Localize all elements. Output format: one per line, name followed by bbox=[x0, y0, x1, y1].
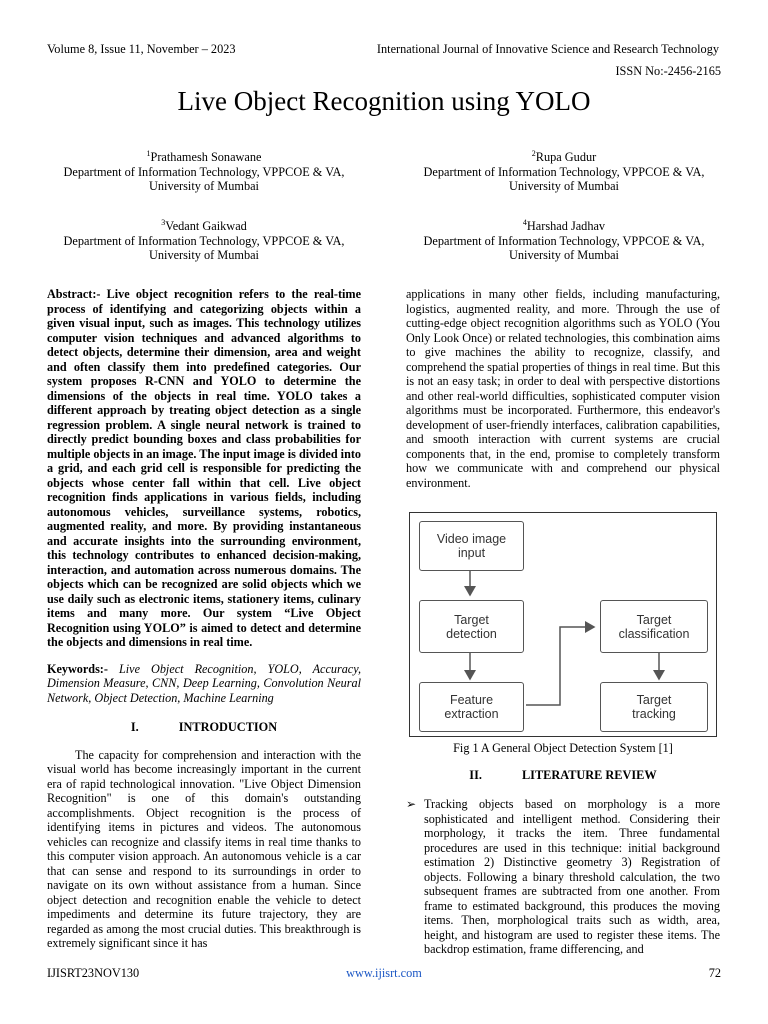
author-univ: University of Mumbai bbox=[509, 248, 619, 263]
author-dept: Department of Information Technology, VPPCOE & VA, bbox=[423, 233, 705, 248]
author-name: Vedant Gaikwad bbox=[165, 219, 247, 234]
author-dept: Department of Information Technology, VPPCOE & VA, bbox=[63, 233, 345, 248]
header-issn: ISSN No:-2456-2165 bbox=[615, 64, 721, 78]
author-name: Rupa Gudur bbox=[535, 150, 597, 165]
figure-caption: Fig 1 A General Object Detection System [1] bbox=[453, 741, 673, 755]
box-video-image-input: Video image input bbox=[419, 521, 524, 571]
footer-url-link[interactable]: www.ijisrt.com bbox=[346, 966, 422, 980]
footer-code: IJISRT23NOV130 bbox=[47, 966, 140, 980]
figure-object-detection bbox=[409, 512, 717, 737]
header-volume: Volume 8, Issue 11, November – 2023 bbox=[47, 42, 236, 56]
box-feature-extraction: Feature extraction bbox=[419, 682, 524, 732]
author-sup: 3 bbox=[161, 218, 166, 227]
author-univ: University of Mumbai bbox=[509, 179, 619, 194]
author-univ: University of Mumbai bbox=[149, 248, 259, 263]
keywords-text: Live Object Recognition, YOLO, Accuracy, Dimension Measure, CNN, Deep Learning, Convolution Neural Network, Object Detection, Machine Learning bbox=[47, 661, 362, 705]
right-paragraph: applications in many other fields, including manufacturing, logistics, augmented reality, and more. Through the use of cutting-edge object recognition algorithms such as YOLO (You Only Look Once) or related technologies, this combination aims to give machines the ability to recognize, classify, and comprehend the spatial properties of things in real time. But this is not an easy task; in order to deal with perspective distortions and other real-world difficulties, sophisticated computer vision algorithms must be incorporated. Furthermore, this endeavor's development of user-friendly interfaces, calibration capabilities, and smooth interaction with current systems are crucial components that, in the end, promise to completely transform how we communicate with and comprehend our physical environment. bbox=[406, 287, 720, 490]
author-block-1 bbox=[44, 147, 364, 194]
right-column bbox=[406, 287, 720, 490]
header-journal: International Journal of Innovative Science and Research Technology bbox=[376, 42, 719, 56]
author-univ: University of Mumbai bbox=[149, 179, 259, 194]
author-name: Harshad Jadhav bbox=[526, 219, 606, 234]
author-dept: Department of Information Technology, VPPCOE & VA, bbox=[423, 164, 705, 179]
box-target-classification: Target classification bbox=[600, 600, 708, 653]
section-number: II. bbox=[469, 768, 482, 782]
keywords-label: Keywords:- bbox=[47, 661, 108, 676]
section-heading-literature-review bbox=[406, 768, 720, 783]
author-sup: 2 bbox=[531, 149, 536, 158]
author-block-3 bbox=[44, 216, 364, 263]
section-number: I. bbox=[130, 720, 139, 734]
left-column bbox=[47, 287, 361, 951]
section-heading-introduction bbox=[47, 720, 361, 735]
author-sup: 4 bbox=[522, 218, 527, 227]
arrow-bullet-icon: ➢ bbox=[406, 797, 417, 811]
abstract: Abstract:- Live object recognition refers to the real-time process of identifying and categorizing objects within a given visual input, such as images. This technology utilizes computer vision techniques and advanced algorithms to detect objects, determine their dimension, area and weight and often classify them into predefined categories. Our system proposes R-CNN and YOLO to determine the dimensions of the objects in real time. YOLO takes a different approach by treating object detection as a single regression problem. A single neural network is trained to directly predict bounding boxes and class probabilities for multiple objects in an image. The input image is divided into a grid, and each grid cell is responsible for predicting the objects whose center fall within that cell. Live object recognition finds applications in various fields, including autonomous vehicles, surveillance systems, robotics, augmented reality, and more. By providing instantaneous and accurate insights into the surrounding environment, this technology contributes to enhanced decision-making, interaction, and automation across numerous domains. The objects which can be recognized are solid objects which we use daily such as electronic items, stationery items, culinary items and many more. Our system “Live Object Recognition using YOLO” is aimed to detect and determine the objects and dimensions in real time. bbox=[47, 287, 361, 649]
section-title: LITERATURE REVIEW bbox=[521, 768, 657, 782]
intro-paragraph: The capacity for comprehension and interaction with the visual world has become increasingly important in the current era of rapid technological innovation. "Live Object Dimension Recognition" is one of this domain's outstanding accomplishments. Object recognition is the process of identifying items in pictures and videos. The autonomous vehicles can recognize and classify items in real time thanks to this computer vision approach. An autonomous vehicle is a car that can sense and respond to its surroundings in order to navigate on its own without assistance from a human. Since object detection and recognition enable the vehicle to detect impediments and determine its future trajectory, they are regarded as among the most crucial duties. This breakthrough is extremely significant since it has bbox=[47, 747, 361, 950]
author-name: Prathamesh Sonawane bbox=[150, 150, 262, 165]
footer-page-number: 72 bbox=[708, 966, 721, 980]
author-block-4 bbox=[404, 216, 724, 263]
literature-bullet bbox=[406, 797, 720, 957]
bullet-paragraph: Tracking objects based on morphology is a more sophisticated and intelligent method. Considering their morphology, it tracks the item. Three fundamental procedures are used in this technique: initial background estimation 2) Distinctive geometry 3) Registration of objects. Following a binary threshold calculation, the two subsequent frames are subtracted from one another. From frame to estimated background, this produces the moving items. Then, morphological traits such as width, area, height, and histogram are used to register these items. The backdrop estimation, frame differencing, and bbox=[424, 797, 720, 956]
box-target-detection: Target detection bbox=[419, 600, 524, 653]
arrow-feature-to-classification bbox=[526, 627, 594, 705]
author-dept: Department of Information Technology, VPPCOE & VA, bbox=[63, 164, 345, 179]
author-sup: 1 bbox=[146, 149, 151, 158]
author-block-2 bbox=[404, 147, 724, 194]
paper-title: Live Object Recognition using YOLO bbox=[177, 86, 591, 116]
keywords bbox=[47, 662, 361, 706]
box-target-tracking: Target tracking bbox=[600, 682, 708, 732]
section-title: INTRODUCTION bbox=[178, 720, 278, 734]
